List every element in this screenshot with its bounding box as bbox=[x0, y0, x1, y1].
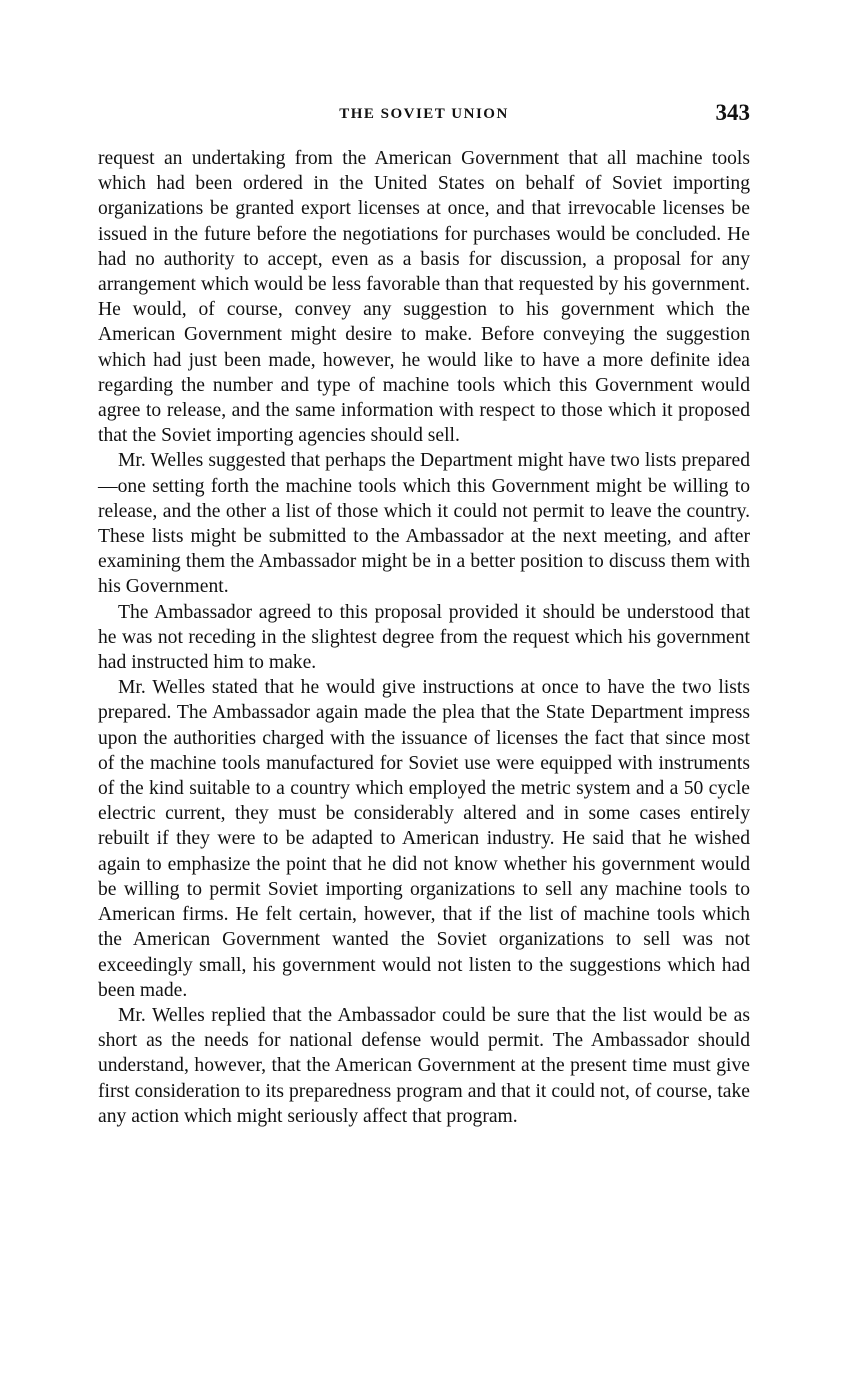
page-number: 343 bbox=[715, 100, 750, 125]
paragraph-continued: request an undertaking from the American Government that all machine tools which had been ordered in the United States on behalf of Soviet importing organizations be granted export licenses at once, and that irrevocable licenses be issued in the future before the negotiations for purchases would be concluded. He had no authority to accept, even as a basis for discussion, a proposal for any arrangement which would be less favorable than that requested by his government. He would, of course, convey any suggestion to his government which the American Government might desire to make. Before conveying the suggestion which had just been made, however, he would like to have a more definite idea regarding the number and type of machine tools which this Government would agree to release, and the same information with respect to those which it proposed that the Soviet importing agencies should sell. bbox=[98, 148, 750, 447]
running-title: THE SOVIET UNION bbox=[339, 106, 509, 122]
paragraph-ambassador-agreed: The Ambassador agreed to this proposal provided it should be understood that he was not receding in the slightest degree from the request which his government had instructed him to make. bbox=[98, 601, 750, 674]
paragraph-welles-instructions: Mr. Welles stated that he would give instructions at once to have the two lists prepared. The Ambassador again made the plea that the State Department impress upon the authorities charged with the issuance of licenses the fact that since most of the machine tools manufactured for Soviet use were equipped with instruments of the kind suitable to a country which employed the metric system and a 50 cycle electric current, they must be considerably altered and in some cases entirely rebuilt if they were to be adapted to American industry. He said that he wished again to emphasize the point that he did not know whether his government would be willing to permit Soviet importing organizations to sell any machine tools to American firms. He felt certain, however, that if the list of machine tools which the American Government wanted the Soviet organizations to sell was not exceedingly small, his government would not listen to the suggestions which had been made. bbox=[98, 677, 750, 1001]
paragraph-welles-replied: Mr. Welles replied that the Ambassador could be sure that the list would be as short as the needs for national defense would permit. The Ambassador should understand, however, that the American Government at the present time must give first consideration to its preparedness program and that it could not, of course, take any action which might seriously affect that program. bbox=[98, 1004, 750, 1127]
running-head bbox=[98, 100, 750, 134]
document-page bbox=[98, 100, 750, 1129]
paragraph-welles-lists: Mr. Welles suggested that perhaps the Department might have two lists prepared—one setting forth the machine tools which this Government might be willing to release, and the other a list of those which it could not permit to leave the country. These lists might be submitted to the Ambassador at the next meeting, and after examining them the Ambassador might be in a better position to discuss them with his Government. bbox=[98, 450, 750, 598]
body-text bbox=[98, 146, 750, 1129]
